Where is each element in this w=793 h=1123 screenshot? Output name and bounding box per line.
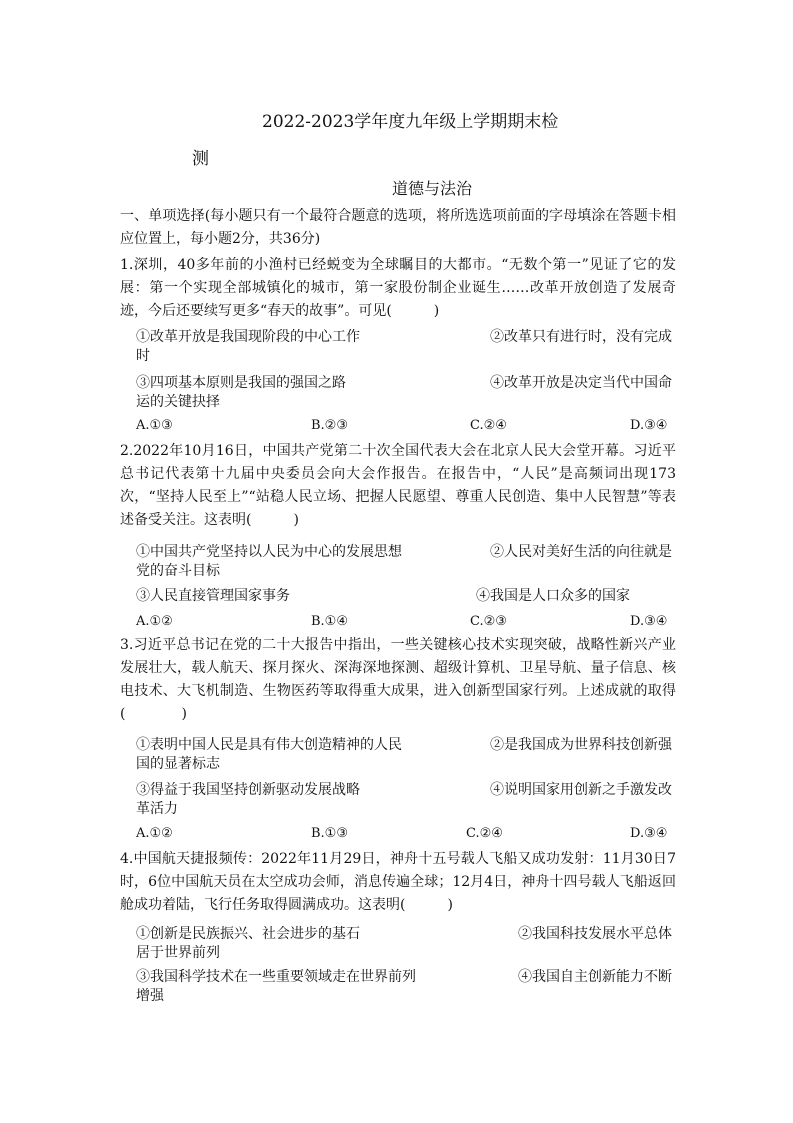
question-4-statement-1: ①创新是民族振兴、社会进步的基石 bbox=[136, 926, 360, 942]
question-1-statement-4: ④改革开放是决定当代中国命 bbox=[490, 375, 672, 391]
question-1-option-b: B.②③ bbox=[311, 418, 348, 433]
question-2-statement-2: ②人民对美好生活的向往就是 bbox=[490, 544, 672, 560]
question-1-statement-4-cont: 运的关键抉择 bbox=[136, 394, 220, 410]
exam-title: 2022-2023学年度九年级上学期期末检 bbox=[262, 112, 559, 132]
question-3-statement-3: ③得益于我国坚持创新驱动发展战略 bbox=[136, 782, 360, 798]
question-2-stem: 2.2022年10月16日，中国共产党第二十次全国代表大会在北京人民大会堂开幕。习近平总书记代表第十九届中央委员会向大会作报告。在报告中，“人民”是高频词出现173次，“坚持人民至上”“站稳人民立场、把握人民愿望、尊重人民创造、集中人民智慧”等表述备受关注。这表明( ) bbox=[120, 443, 676, 528]
question-3-statement-2-cont: 国的显著标志 bbox=[136, 756, 220, 772]
question-2-statement-4: ④我国是人口众多的国家 bbox=[476, 588, 630, 604]
question-3-stem: 3.习近平总书记在党的二十大报告中指出，一些关键核心技术实现突破，战略性新兴产业发展壮大，载人航天、探月探火、深海深地探测、超级计算机、卫星导航、量子信息、核电技术、大飞机制造、生物医药等取得重大成果，进入创新型国家行列。上述成就的取得( ) bbox=[120, 637, 676, 722]
question-1-statement-1: ①改革开放是我国现阶段的中心工作 bbox=[136, 329, 360, 345]
question-2-option-a: A.①② bbox=[136, 614, 173, 629]
question-4-statement-4-cont: 增强 bbox=[136, 988, 164, 1004]
question-1-option-c: C.②④ bbox=[470, 418, 507, 433]
question-4-statement-2: ②我国科技发展水平总体 bbox=[518, 926, 672, 942]
question-3-option-b: B.①③ bbox=[311, 826, 348, 841]
subject-title: 道德与法治 bbox=[392, 179, 473, 198]
question-1-statement-2-cont: 时 bbox=[136, 348, 150, 364]
question-2-option-c: C.②③ bbox=[470, 614, 507, 629]
question-3-option-d: D.③④ bbox=[630, 826, 668, 841]
question-3-option-a: A.①② bbox=[136, 826, 173, 841]
question-1-option-d: D.③④ bbox=[630, 418, 668, 433]
question-1-statement-3: ③四项基本原则是我国的强国之路 bbox=[136, 375, 346, 391]
question-2-statement-3: ③人民直接管理国家事务 bbox=[136, 588, 290, 604]
question-3-statement-1: ①表明中国人民是具有伟大创造精神的人民 bbox=[136, 737, 402, 753]
question-3-statement-4: ④说明国家用创新之手激发改 bbox=[490, 782, 672, 798]
exam-title-continuation: 测 bbox=[192, 149, 209, 169]
question-4-statement-3: ③我国科学技术在一些重要领域走在世界前列 bbox=[136, 969, 416, 985]
question-3-statement-2: ②是我国成为世界科技创新强 bbox=[490, 737, 672, 753]
question-4-stem: 4.中国航天捷报频传：2022年11月29日，神舟十五号载人飞船又成功发射：11月30日7时，6位中国航天员在太空成功会师，消息传遍全球；12月4日，神舟十四号载人飞船返回舱成功着陆，飞行任务取得圆满成功。这表明( ) bbox=[120, 851, 676, 913]
section-heading: 一、单项选择(每小题只有一个最符合题意的选项，将所选选项前面的字母填涂在答题卡相应位置上，每小题2分，共36分) bbox=[120, 208, 676, 247]
question-2-statement-1: ①中国共产党坚持以人民为中心的发展思想 bbox=[136, 544, 402, 560]
question-4-statement-4: ④我国自主创新能力不断 bbox=[518, 969, 672, 985]
question-2-option-b: B.①④ bbox=[311, 614, 348, 629]
question-1-statement-2: ②改革只有进行时，没有完成 bbox=[490, 329, 672, 345]
question-3-statement-4-cont: 革活力 bbox=[136, 801, 178, 817]
question-2-option-d: D.③④ bbox=[630, 614, 668, 629]
question-3-option-c: C.②④ bbox=[466, 826, 503, 841]
question-4-statement-2-cont: 居于世界前列 bbox=[136, 945, 220, 961]
question-1-option-a: A.①③ bbox=[136, 418, 173, 433]
question-2-statement-2-cont: 党的奋斗目标 bbox=[136, 563, 220, 579]
question-1-stem: 1.深圳，40多年前的小渔村已经蜕变为全球瞩目的大都市。“无数个第一”见证了它的发展：第一个实现全部城镇化的城市，第一家股份制企业诞生……改革开放创造了发展奇迹，今后还要续写更多“春天的故事”。可见( ) bbox=[120, 257, 676, 319]
